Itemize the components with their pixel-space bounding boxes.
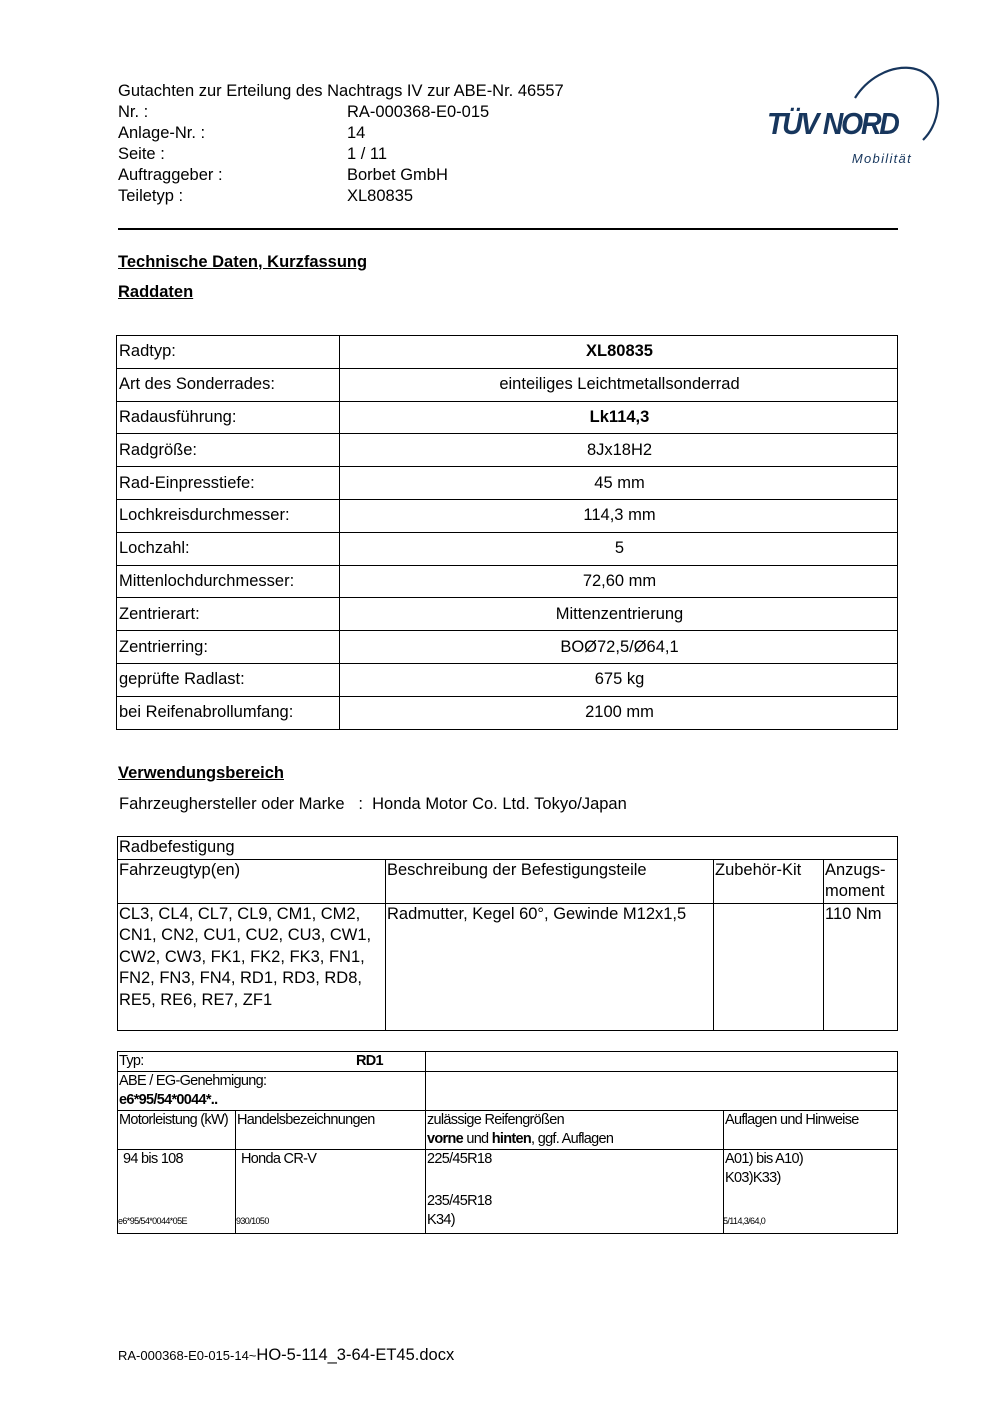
col-beschreibung: Beschreibung der Befestigungsteile bbox=[386, 859, 714, 903]
raddaten-row bbox=[117, 565, 898, 598]
raddaten-value: XL80835 bbox=[340, 336, 898, 369]
abe-row: ABE / EG-Genehmigung:e6*95/54*0044*.. bbox=[118, 1072, 426, 1111]
raddaten-value: 45 mm bbox=[340, 467, 898, 500]
logo-subtitle: Mobilität bbox=[851, 151, 912, 166]
radbefestigung-title: Radbefestigung bbox=[118, 837, 898, 860]
raddaten-label: geprüfte Radlast: bbox=[117, 663, 340, 696]
raddaten-label: Lochzahl: bbox=[117, 532, 340, 565]
section-title-raddaten: Raddaten bbox=[118, 283, 194, 301]
raddaten-row bbox=[117, 467, 898, 500]
cell-zubehoer-kit bbox=[714, 903, 824, 1030]
raddaten-value: 2100 mm bbox=[340, 696, 898, 729]
col-motorleistung: Motorleistung (kW) bbox=[118, 1111, 236, 1150]
raddaten-label: Rad-Einpresstiefe: bbox=[117, 467, 340, 500]
raddaten-value: 8Jx18H2 bbox=[340, 434, 898, 467]
radbefestigung-table bbox=[117, 836, 898, 1031]
raddaten-label: bei Reifenabrollumfang: bbox=[117, 696, 340, 729]
cell-auflagen: A01) bis A10) K03)K33) bbox=[724, 1150, 898, 1234]
raddaten-value: 5 bbox=[340, 532, 898, 565]
raddaten-value: Lk114,3 bbox=[340, 401, 898, 434]
cell-reifengroessen: 225/45R18 235/45R18 K34) bbox=[426, 1150, 724, 1234]
cell-handelsbezeichnung: Honda CR-V bbox=[236, 1150, 426, 1234]
col-auflagen: Auflagen und Hinweise bbox=[724, 1111, 898, 1150]
col-fahrzeugtyp: Fahrzeugtyp(en) bbox=[118, 859, 386, 903]
header-title: Gutachten zur Erteilung des Nachtrags IV zur ABE-Nr. 46557 bbox=[118, 82, 564, 100]
raddaten-value: BOØ72,5/Ø64,1 bbox=[340, 631, 898, 664]
raddaten-row bbox=[117, 631, 898, 664]
header-row-teiletyp: Teiletyp : XL80835 bbox=[118, 187, 414, 205]
section-title-technische-daten: Technische Daten, Kurzfassung bbox=[118, 253, 368, 271]
typ-table bbox=[117, 1051, 898, 1234]
raddaten-row bbox=[117, 499, 898, 532]
raddaten-row bbox=[117, 336, 898, 369]
raddaten-row bbox=[117, 434, 898, 467]
header-row-anlage: Anlage-Nr. : 14 bbox=[118, 124, 366, 142]
raddaten-row bbox=[117, 696, 898, 729]
cell-beschreibung: Radmutter, Kegel 60°, Gewinde M12x1,5 bbox=[386, 903, 714, 1030]
raddaten-label: Radtyp: bbox=[117, 336, 340, 369]
raddaten-value: Mittenzentrierung bbox=[340, 598, 898, 631]
col-handelsbezeichnungen: Handelsbezeichnungen bbox=[236, 1111, 426, 1150]
col-reifengroessen: zulässige Reifengrößen vorne und hinten, ggf. Auflagen bbox=[426, 1111, 724, 1150]
col-anzugsmoment: Anzugs-moment bbox=[824, 859, 898, 903]
fahrzeughersteller-line: Fahrzeughersteller oder Marke : Honda Motor Co. Ltd. Tokyo/Japan bbox=[119, 795, 627, 813]
footnote-lochkreis: 5/114,3/64,0 bbox=[723, 1216, 766, 1226]
header-divider bbox=[118, 228, 898, 230]
raddaten-label: Art des Sonderrades: bbox=[117, 368, 340, 401]
raddaten-label: Mittenlochdurchmesser: bbox=[117, 565, 340, 598]
raddaten-label: Zentrierring: bbox=[117, 631, 340, 664]
raddaten-row bbox=[117, 663, 898, 696]
header-row-auftraggeber: Auftraggeber : Borbet GmbH bbox=[118, 166, 448, 184]
raddaten-row bbox=[117, 401, 898, 434]
raddaten-table bbox=[116, 335, 898, 730]
cell-fahrzeugtypen: CL3, CL4, CL7, CL9, CM1, CM2, CN1, CN2, CU1, CU2, CU3, CW1, CW2, CW3, FK1, FK2, FK3, FN1, FN2, FN3, FN4, RD1, RD3, RD8, RE5, RE6, RE7, ZF1 bbox=[118, 903, 386, 1030]
cell-anzugsmoment: 110 Nm bbox=[824, 903, 898, 1030]
section-title-verwendungsbereich: Verwendungsbereich bbox=[118, 764, 284, 782]
raddaten-value: 114,3 mm bbox=[340, 499, 898, 532]
tuv-nord-logo bbox=[760, 60, 945, 170]
document-header bbox=[118, 81, 564, 207]
typ-row: Typ: RD1 bbox=[118, 1052, 426, 1072]
raddaten-row bbox=[117, 368, 898, 401]
raddaten-row bbox=[117, 598, 898, 631]
header-row-seite: Seite : 1 / 11 bbox=[118, 145, 388, 163]
raddaten-label: Radgröße: bbox=[117, 434, 340, 467]
raddaten-label: Zentrierart: bbox=[117, 598, 340, 631]
header-row-nr: Nr. : RA-000368-E0-015 bbox=[118, 103, 490, 121]
raddaten-label: Lochkreisdurchmesser: bbox=[117, 499, 340, 532]
raddaten-value: einteiliges Leichtmetallsonderrad bbox=[340, 368, 898, 401]
raddaten-label: Radausführung: bbox=[117, 401, 340, 434]
col-zubehoer-kit: Zubehör-Kit bbox=[714, 859, 824, 903]
raddaten-value: 675 kg bbox=[340, 663, 898, 696]
raddaten-value: 72,60 mm bbox=[340, 565, 898, 598]
document-footer: RA-000368-E0-015-14~HO-5-114_3-64-ET45.docx bbox=[118, 1346, 455, 1364]
footnote-abe: e6*95/54*0044*05E bbox=[118, 1216, 187, 1226]
raddaten-row bbox=[117, 532, 898, 565]
footnote-loads: 930/1050 bbox=[236, 1216, 269, 1226]
cell-motorleistung: 94 bis 108 bbox=[118, 1150, 236, 1234]
logo-text: TÜV NORD bbox=[767, 106, 898, 141]
